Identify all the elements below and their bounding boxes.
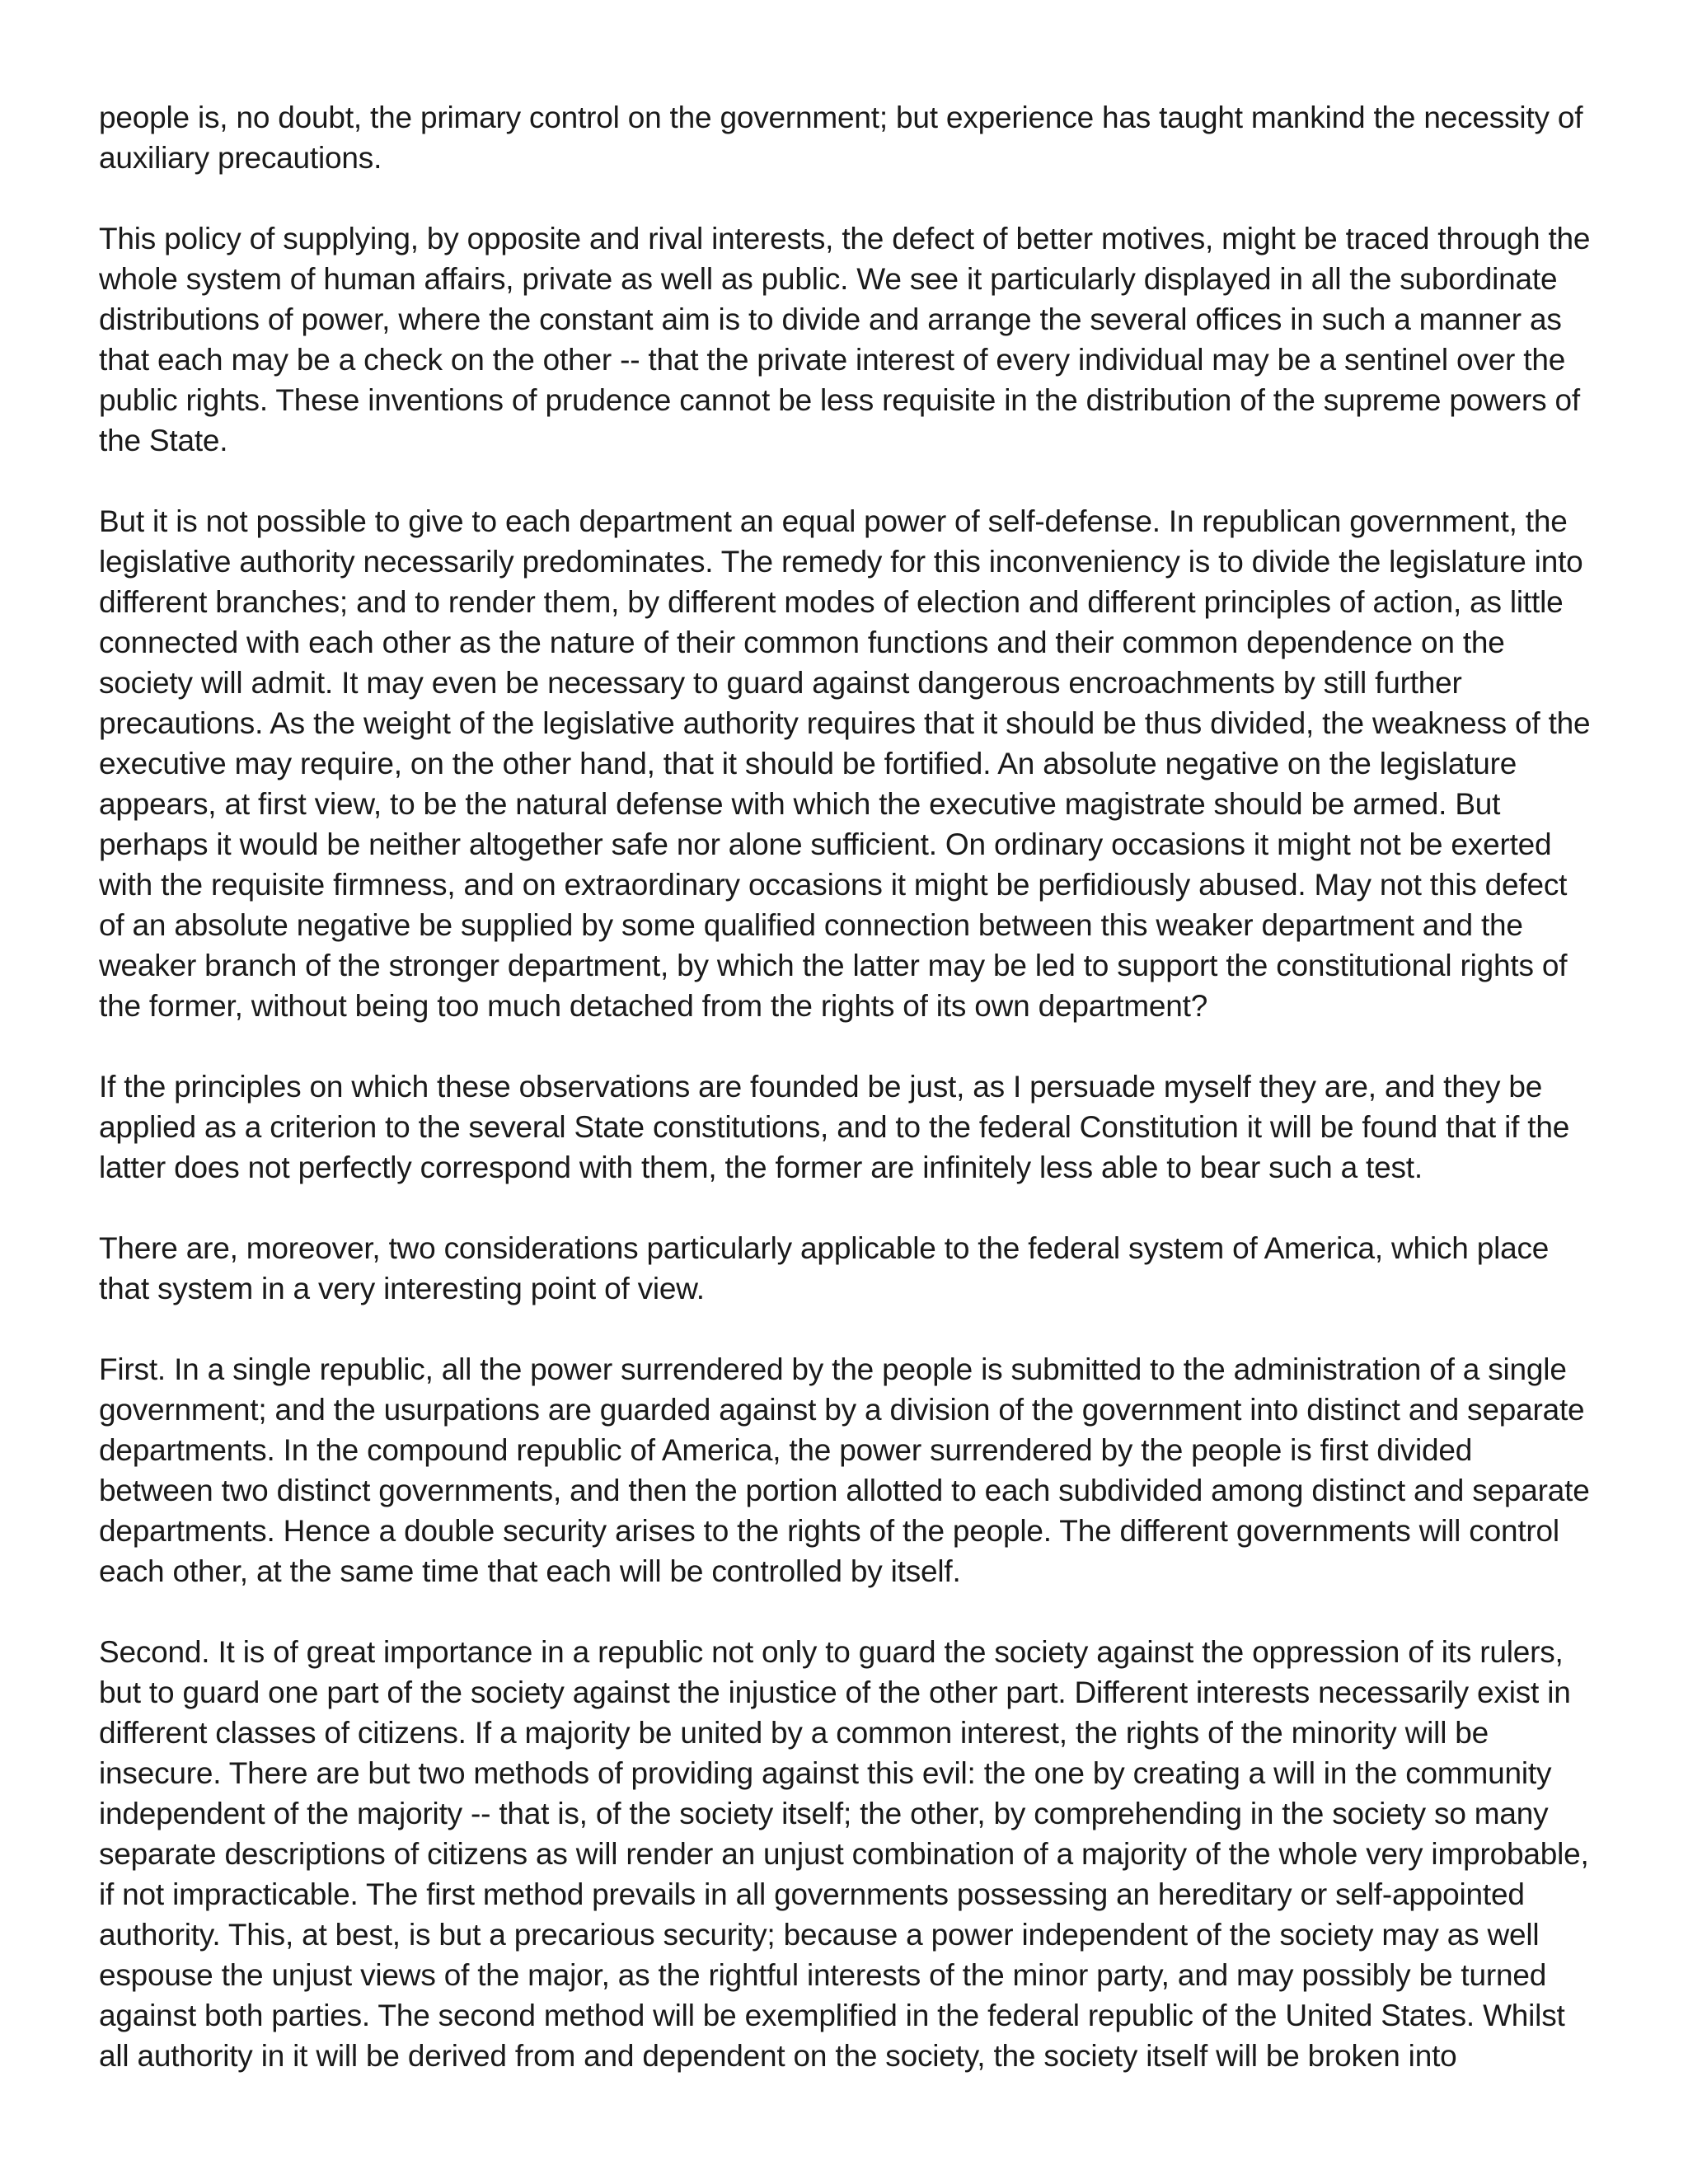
paragraph-1: people is, no doubt, the primary control on the government; but experience has taught mankind the necessity of auxiliary precautions. — [99, 101, 1583, 175]
paragraph-7: Second. It is of great importance in a republic not only to guard the society against the oppression of its rulers, but to guard one part of the society against the injustice of the other part. Different interests necessarily exist in different classes of citizens. If a majority be united by a common interest, the rights of the minority will be insecure. There are but two methods of providing against this evil: the one by creating a will in the community independent of the majority -- that is, of the society itself; the other, by comprehending in the society so many separate descriptions of citizens as will render an unjust combination of a majority of the whole very improbable, if not impracticable. The first method prevails in all governments possessing an hereditary or self-appointed authority. This, at best, is but a precarious security; because a power independent of the society may as well espouse the unjust views of the major, as the rightful interests of the minor party, and may possibly be turned against both parties. The second method will be exemplified in the federal republic of the United States. Whilst all authority in it will be derived from and dependent on the society, the society itself will be broken into — [99, 1635, 1589, 2073]
document-page — [99, 97, 1591, 2076]
paragraph-5: There are, moreover, two considerations particularly applicable to the federal system of America, which place that system in a very interesting point of view. — [99, 1231, 1550, 1305]
paragraph-2: This policy of supplying, by opposite and rival interests, the defect of better motives, might be traced through the whole system of human affairs, private as well as public. We see it particularly displayed in all the subordinate distributions of power, where the constant aim is to divide and arrange the several offices in such a manner as that each may be a check on the other -- that the private interest of every individual may be a sentinel over the public rights. These inventions of prudence cannot be less requisite in the distribution of the supreme powers of the State. — [99, 222, 1591, 457]
paragraph-3: But it is not possible to give to each department an equal power of self-defense. In republican government, the legislative authority necessarily predominates. The remedy for this inconveniency is to divide the legislature into different branches; and to render them, by different modes of election and different principles of action, as little connected with each other as the nature of their common functions and their common dependence on the society will admit. It may even be necessary to guard against dangerous encroachments by still further precautions. As the weight of the legislative authority requires that it should be thus divided, the weakness of the executive may require, on the other hand, that it should be fortified. An absolute negative on the legislature appears, at first view, to be the natural defense with which the executive magistrate should be armed. But perhaps it would be neither altogether safe nor alone sufficient. On ordinary occasions it might not be exerted with the requisite firmness, and on extraordinary occasions it might be perfidiously abused. May not this defect of an absolute negative be supplied by some qualified connection between this weaker department and the weaker branch of the stronger department, by which the latter may be led to support the constitutional rights of the former, without being too much detached from the rights of its own department? — [99, 504, 1591, 1023]
paragraph-6: First. In a single republic, all the power surrendered by the people is submitted to the administration of a single government; and the usurpations are guarded against by a division of the government into distinct and separate departments. In the compound republic of America, the power surrendered by the people is first divided between two distinct governments, and then the portion allotted to each subdivided among distinct and separate departments. Hence a double security arises to the rights of the people. The different governments will control each other, at the same time that each will be controlled by itself. — [99, 1352, 1590, 1588]
paragraph-4: If the principles on which these observations are founded be just, as I persuade myself they are, and they be applied as a criterion to the several State constitutions, and to the federal Constitution it will be found that if the latter does not perfectly correspond with them, the former are infinitely less able to bear such a test. — [99, 1070, 1570, 1184]
